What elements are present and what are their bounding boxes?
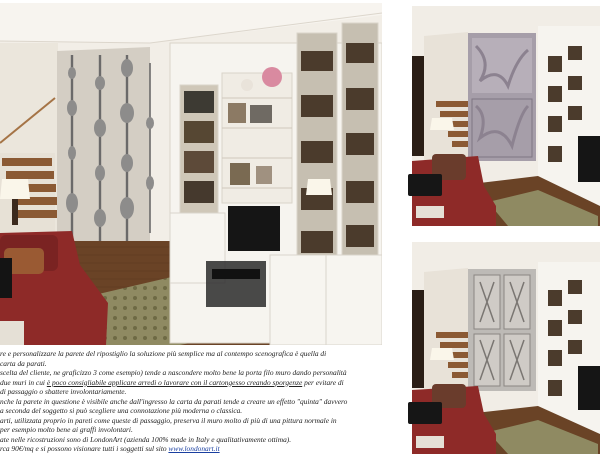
caption-line: carta da parati. (0, 358, 47, 368)
variant-photo-top (388, 6, 600, 226)
main-room-illustration (0, 3, 382, 345)
variant-photo-bottom (388, 242, 600, 454)
caption-line: re e personalizzare la parete del ripostiglio la soluzione più semplice ma al contempo scenografica è quella di (0, 349, 327, 358)
caption-segment: rca 90€/mq e si possono visionare tutti i soggetti sul sito (0, 444, 169, 454)
caption-line: ate nelle ricostruzioni sono di LondonArt (azienda 100% made in Italy e qualitativamente ottima). (0, 434, 292, 444)
caption-line (0, 378, 384, 388)
caption-line: scelta del cliente, ne graficizzo 3 come esempio) tende a nascondere molto bene la porta filo muro dando personalità (0, 368, 347, 378)
main-room-photo (0, 3, 382, 345)
website-link[interactable]: www.londonart.it (168, 444, 220, 454)
bookcase (170, 23, 382, 345)
caption-line: di passaggio o sbattere involontariamente. (0, 387, 127, 397)
caption-segment: per evitare di (302, 377, 344, 387)
wallpaper-panel (57, 47, 154, 251)
caption-line: nche la parete in questione è visibile anche dall'ingresso la carta da parati tende a creare un effetto "quinta" davvero (0, 396, 348, 406)
wallpaper-panel (468, 33, 536, 161)
caption-line: per esempio molto bene ai graffi involontari. (0, 425, 133, 435)
caption-segment: due muri in cui (0, 377, 47, 387)
wallpaper-panel (468, 269, 536, 391)
caption-underlined-segment: è poco consigliabile applicare arredi o lavorare con il cartongesso creando sporgenze (46, 377, 303, 387)
variant-illustration-top (388, 6, 600, 226)
caption-line (0, 444, 384, 454)
caption-line: arti, utilizzata proprio in pareti come queste di passaggio, preserva il muro molto di più di una pittura normale in (0, 415, 337, 425)
description-text (0, 349, 384, 457)
variant-illustration-bottom (388, 242, 600, 454)
caption-line: a seconda del soggetto si può scegliere una connotazione più moderna o classica. (0, 406, 243, 416)
